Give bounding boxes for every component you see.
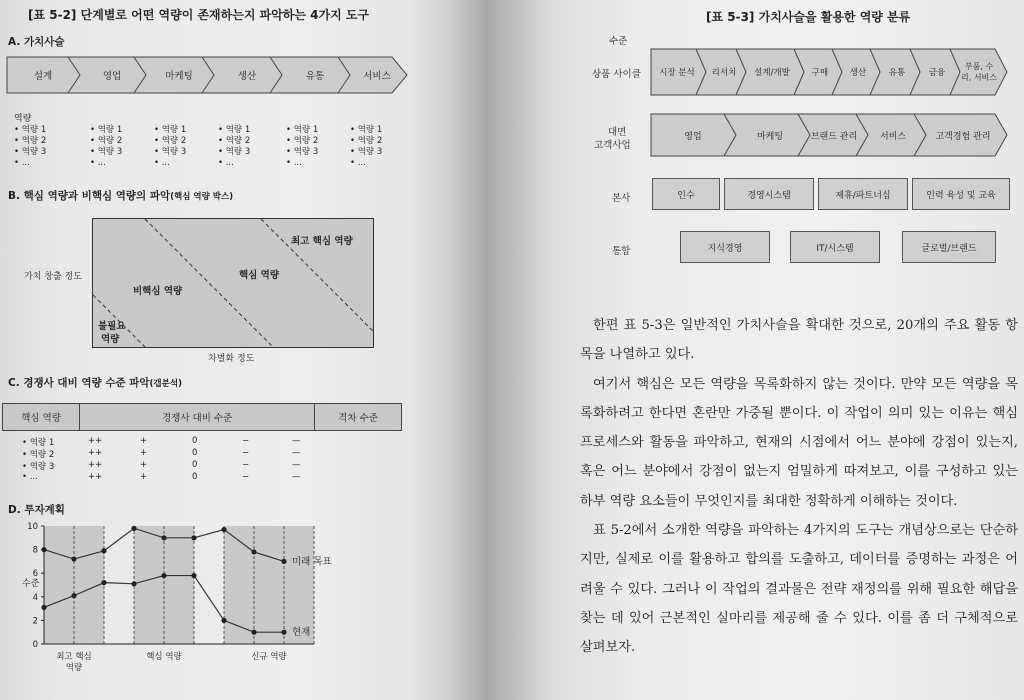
competency-list: • 역량 1 • 역량 2 • 역량 3 • ... (90, 125, 123, 168)
section-d-title: D. 투자계획 (8, 504, 65, 516)
series-point (101, 548, 106, 553)
series-point (101, 580, 106, 585)
series-point (41, 547, 46, 552)
core-competency-matrix (92, 218, 374, 348)
gap-row-name: • 역량 1 (22, 438, 55, 448)
chain-item: 리서치 (711, 68, 737, 78)
y-tick-label: 2 (32, 616, 38, 627)
chain-item: 시장 분석 (659, 68, 695, 78)
chain-item: 유통 (888, 68, 906, 78)
series-point (221, 618, 226, 623)
competency-label: 역량 (14, 114, 32, 124)
series-point (131, 581, 136, 586)
chain-item: 브랜드 관리 (810, 131, 858, 142)
step-label: 마케팅 (165, 71, 193, 82)
chain-item: 구매 (811, 68, 829, 78)
series-end-label: 미래 목표 (292, 556, 332, 568)
zone-core: 핵심 역량 (239, 270, 280, 281)
x-category-label: 핵심 역량 (146, 652, 182, 662)
competency-lists (0, 125, 420, 171)
zone-unneeded: 역량 (101, 334, 120, 345)
row-label-hq: 본사 (612, 193, 631, 204)
series-point (191, 573, 196, 578)
competency-list: • 역량 1 • 역량 2 • 역량 3 • ... (154, 125, 187, 168)
competency-list: • 역량 1 • 역량 2 • 역량 3 • ... (350, 125, 383, 168)
zone-top-core: 최고 핵심 역량 (291, 236, 353, 247)
product-cycle-chain (650, 48, 1008, 96)
y-tick-label: 8 (32, 545, 38, 556)
integration-box: 글로벌/브랜드 (902, 231, 996, 263)
row-label-customer: 대면 (608, 127, 627, 138)
paragraph: 한편 표 5-3은 일반적인 가치사슬을 확대한 것으로, 20개의 주요 활동 항목을 나열하고 있다. (580, 318, 1018, 363)
chain-item: 마케팅 (756, 131, 784, 142)
integration-box: 지식경영 (680, 231, 770, 263)
customer-business-chain (650, 113, 1008, 157)
series-point (191, 535, 196, 540)
gap-analysis-header (2, 403, 402, 431)
step-label: 생산 (237, 71, 257, 82)
section-c-title: C. 경쟁사 대비 역량 수준 파악(갭분석) (8, 377, 182, 389)
hq-box: 경영시스템 (724, 178, 814, 210)
table-caption-5-2: [표 5-2] 단계별로 어떤 역량이 존재하는지 파악하는 4가지 도구 (28, 8, 370, 22)
series-point (251, 549, 256, 554)
col-gap-level: 격차 수준 (315, 404, 402, 431)
step-label: 유통 (305, 71, 325, 82)
gap-row-name: • 역량 3 (22, 462, 55, 472)
x-category-label: 최고 핵심 (56, 652, 92, 662)
row-label-product-cycle: 상품 사이클 (592, 69, 641, 80)
hq-box: 인력 육성 및 교육 (912, 178, 1010, 210)
gap-row-name: • ... (22, 472, 38, 482)
series-point (71, 593, 76, 598)
value-chain-arrow (6, 56, 408, 94)
zone-unneeded: 불필요 (98, 321, 126, 332)
step-label: 서비스 (363, 71, 391, 82)
hq-box: 인수 (652, 178, 720, 210)
y-tick-label: 0 (32, 640, 38, 650)
col-competitor-level: 경쟁사 대비 수준 (80, 404, 315, 431)
series-end-label: 현재 (292, 627, 311, 639)
table-caption-5-3: [표 5-3] 가치사슬을 활용한 역량 분류 (706, 10, 911, 24)
hq-box: 제휴/파트너십 (818, 178, 908, 210)
competency-list: • 역량 1 • 역량 2 • 역량 3 • ... (286, 125, 319, 168)
row-label-integration: 통합 (612, 246, 631, 257)
series-point (251, 630, 256, 635)
y-tick-label: 10 (27, 522, 38, 532)
gap-row-name: • 역량 2 (22, 450, 55, 460)
investment-plan-chart (27, 518, 410, 686)
chain-item: 금융 (928, 68, 946, 78)
integration-box: IT/시스템 (790, 231, 880, 263)
series-point (131, 526, 136, 531)
competency-list: • 역량 1 • 역량 2 • 역량 3 • ... (218, 125, 251, 168)
level-axis-label: 수준 (22, 579, 40, 589)
x-category-label: 신규 역량 (251, 652, 287, 662)
series-point (71, 556, 76, 561)
y-tick-label: 4 (32, 592, 38, 603)
section-b-title: B. 핵심 역량과 비핵심 역량의 파악(핵심 역량 박스) (8, 190, 234, 202)
value-creation-axis-label: 가치 창출 정도 (24, 272, 82, 282)
section-a-title: A. 가치사슬 (8, 36, 65, 48)
differentiation-axis-label: 차별화 정도 (208, 354, 255, 364)
row-label-customer: 고객사업 (594, 140, 631, 151)
y-tick-label: 6 (32, 569, 38, 580)
zone-noncore: 비핵심 역량 (133, 286, 183, 297)
col-core-competency: 핵심 역량 (3, 404, 80, 431)
series-point (281, 559, 286, 564)
x-category-label: 역량 (65, 663, 83, 673)
series-point (41, 605, 46, 610)
chain-item: 고객경험 관리 (935, 131, 991, 142)
series-point (221, 527, 226, 532)
chain-item: 부품, 수리, 서비스 (961, 62, 997, 82)
chain-item: 영업 (684, 131, 702, 142)
series-point (161, 573, 166, 578)
level-label: 수준 (609, 36, 628, 47)
chain-item: 서비스 (879, 131, 907, 142)
chain-item: 생산 (849, 68, 867, 78)
step-label: 설계 (33, 71, 53, 82)
step-label: 영업 (102, 71, 122, 82)
gap-analysis-rows: • 역량 1 ++ + 0 − — • 역량 2 ++ + 0 − — • 역량 3 ++ + 0 − — • ... ++ + 0 − — (22, 436, 301, 482)
series-point (281, 630, 286, 635)
paragraph: 표 5-2에서 소개한 역량을 파악하는 4가지의 도구는 개념상으로는 단순하지만, 실제로 이를 활용하고 합의를 도출하고, 데이터를 증명하는 과정은 어려울 수 있다. 그러나 이 작업의 결과물은 전략 재정의를 위해 필요한 해답을 찾는 데 있어 근본적인 실마리를 제공해 줄 수 있다. 이를 좀 더 구체적으로 살펴보자. (580, 523, 1018, 656)
body-text (580, 311, 1018, 663)
chain-item: 설계/개발 (754, 68, 790, 78)
paragraph: 여기서 핵심은 모든 역량을 목록화하지 않는 것이다. 만약 모든 역량을 목록화하려고 한다면 혼란만 가중될 뿐이다. 이 작업이 의미 있는 이유는 핵심 프로세스와 활동을 파악하고, 현재의 시점에서 어느 분야에 강점이 있는지, 혹은 어느 분야에서 강점이 없는지 엄밀하게 따져보고, 이를 구성하고 있는 하부 역량 요소들이 무엇인지를 최대한 정확하게 이해하는 것이다. (580, 376, 1018, 509)
series-point (161, 535, 166, 540)
competency-list: • 역량 1 • 역량 2 • 역량 3 • ... (14, 125, 47, 168)
